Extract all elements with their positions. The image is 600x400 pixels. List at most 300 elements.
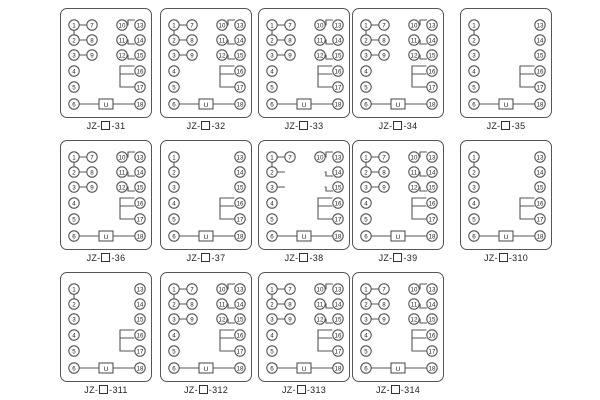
terminal-5	[361, 214, 371, 224]
svg-text:15: 15	[334, 52, 342, 60]
svg-text:13: 13	[334, 154, 342, 162]
svg-text:18: 18	[136, 233, 144, 241]
svg-text:15: 15	[236, 316, 244, 324]
caption-square-icon	[299, 253, 308, 262]
svg-text:17: 17	[536, 84, 544, 92]
terminal-3	[267, 314, 277, 324]
terminal-11	[409, 299, 419, 309]
terminal-7	[87, 20, 97, 30]
terminal-5	[69, 346, 79, 356]
svg-text:17: 17	[428, 216, 436, 224]
wiring-panel-jz-311	[60, 272, 152, 382]
svg-text:6: 6	[172, 233, 176, 241]
caption-suffix: -313	[306, 385, 327, 395]
terminal-16	[427, 198, 437, 208]
svg-text:12: 12	[218, 52, 226, 60]
svg-text:1: 1	[472, 154, 476, 162]
terminal-12	[117, 182, 127, 192]
svg-text:5: 5	[72, 348, 76, 356]
terminal-13	[135, 152, 145, 162]
terminal-1	[361, 284, 371, 294]
terminal-17	[135, 214, 145, 224]
terminal-3	[169, 314, 179, 324]
terminal-13	[135, 20, 145, 30]
svg-text:8: 8	[382, 301, 386, 309]
terminal-12	[217, 50, 227, 60]
svg-text:10: 10	[410, 286, 418, 294]
svg-text:6: 6	[72, 365, 76, 373]
svg-text:11: 11	[316, 301, 324, 309]
terminal-10	[117, 152, 127, 162]
svg-text:18: 18	[136, 101, 144, 109]
terminal-12	[117, 50, 127, 60]
terminal-17	[235, 346, 245, 356]
svg-text:6: 6	[72, 101, 76, 109]
svg-text:5: 5	[172, 348, 176, 356]
terminal-14	[235, 167, 245, 177]
terminal-15	[333, 182, 343, 192]
caption-prefix: JZ-	[186, 253, 201, 263]
svg-text:5: 5	[72, 216, 76, 224]
svg-text:1: 1	[72, 22, 76, 30]
svg-text:4: 4	[472, 68, 476, 76]
terminal-6	[469, 99, 479, 109]
coil-label: U	[103, 101, 109, 109]
terminal-18	[535, 99, 545, 109]
svg-text:11: 11	[316, 37, 324, 45]
svg-text:13: 13	[136, 22, 144, 30]
diagram-cell-jz-37	[160, 140, 252, 263]
svg-text:17: 17	[334, 84, 342, 92]
svg-text:16: 16	[236, 332, 244, 340]
svg-text:7: 7	[288, 22, 292, 30]
svg-text:12: 12	[410, 316, 418, 324]
terminal-5	[169, 346, 179, 356]
coil-label: U	[301, 233, 307, 241]
svg-text:14: 14	[236, 169, 244, 177]
svg-text:3: 3	[364, 52, 368, 60]
terminal-2	[361, 35, 371, 45]
svg-text:10: 10	[218, 286, 226, 294]
terminal-18	[427, 231, 437, 241]
svg-text:15: 15	[334, 316, 342, 324]
terminal-5	[267, 346, 277, 356]
svg-text:13: 13	[334, 286, 342, 294]
svg-text:4: 4	[472, 200, 476, 208]
svg-text:14: 14	[536, 37, 544, 45]
terminal-16	[427, 66, 437, 76]
caption-prefix: JZ-	[281, 385, 296, 395]
svg-text:14: 14	[428, 37, 436, 45]
svg-text:16: 16	[536, 200, 544, 208]
terminal-14	[535, 167, 545, 177]
terminal-10	[117, 20, 127, 30]
caption-prefix: JZ-	[284, 121, 299, 131]
diagram-caption-jz-31	[60, 121, 152, 131]
terminal-1	[267, 284, 277, 294]
terminal-10	[315, 152, 325, 162]
terminal-15	[535, 50, 545, 60]
terminal-1	[169, 20, 179, 30]
svg-text:1: 1	[270, 22, 274, 30]
wiring-panel-jz-37	[160, 140, 252, 250]
terminal-4	[69, 330, 79, 340]
coil-label: U	[503, 101, 509, 109]
caption-prefix: JZ-	[483, 253, 498, 263]
caption-square-icon	[299, 121, 308, 130]
terminal-6	[361, 231, 371, 241]
terminal-11	[315, 299, 325, 309]
wiring-panel-jz-33	[258, 8, 350, 118]
svg-text:14: 14	[334, 301, 342, 309]
svg-text:13: 13	[536, 154, 544, 162]
diagram-caption-jz-314	[352, 385, 444, 395]
svg-text:3: 3	[364, 184, 368, 192]
terminal-14	[333, 167, 343, 177]
svg-text:6: 6	[270, 365, 274, 373]
svg-text:2: 2	[472, 37, 476, 45]
terminal-16	[235, 198, 245, 208]
terminal-2	[69, 35, 79, 45]
terminal-9	[87, 50, 97, 60]
svg-text:13: 13	[428, 286, 436, 294]
terminal-6	[267, 231, 277, 241]
caption-prefix: JZ-	[284, 253, 299, 263]
caption-prefix: JZ-	[86, 121, 101, 131]
svg-text:8: 8	[382, 37, 386, 45]
svg-text:8: 8	[90, 169, 94, 177]
svg-text:18: 18	[536, 233, 544, 241]
terminal-15	[535, 182, 545, 192]
svg-text:4: 4	[172, 68, 176, 76]
svg-text:5: 5	[72, 84, 76, 92]
wiring-panel-jz-39	[352, 140, 444, 250]
diagram-cell-jz-35	[460, 8, 552, 131]
svg-text:17: 17	[428, 84, 436, 92]
terminal-6	[69, 99, 79, 109]
terminal-4	[361, 198, 371, 208]
terminal-2	[169, 299, 179, 309]
terminal-13	[333, 152, 343, 162]
diagram-cell-jz-36	[60, 140, 152, 263]
terminal-5	[169, 214, 179, 224]
diagram-cell-jz-313	[258, 272, 350, 395]
terminal-7	[285, 152, 295, 162]
svg-text:11: 11	[218, 37, 226, 45]
terminal-12	[409, 314, 419, 324]
svg-text:2: 2	[72, 301, 76, 309]
svg-text:18: 18	[428, 101, 436, 109]
terminal-12	[409, 50, 419, 60]
terminal-1	[361, 20, 371, 30]
svg-text:18: 18	[536, 101, 544, 109]
caption-square-icon	[393, 121, 402, 130]
terminal-17	[333, 346, 343, 356]
terminal-5	[469, 214, 479, 224]
svg-text:13: 13	[428, 22, 436, 30]
terminal-16	[333, 330, 343, 340]
terminal-3	[69, 50, 79, 60]
svg-text:10: 10	[316, 286, 324, 294]
terminal-4	[169, 330, 179, 340]
terminal-16	[535, 198, 545, 208]
diagram-cell-jz-314	[352, 272, 444, 395]
svg-text:15: 15	[236, 52, 244, 60]
terminal-17	[135, 82, 145, 92]
terminal-1	[169, 284, 179, 294]
svg-text:8: 8	[90, 37, 94, 45]
caption-prefix: JZ-	[186, 121, 201, 131]
terminal-2	[169, 35, 179, 45]
svg-text:3: 3	[172, 316, 176, 324]
svg-text:13: 13	[428, 154, 436, 162]
svg-text:1: 1	[72, 154, 76, 162]
terminal-17	[535, 82, 545, 92]
svg-text:2: 2	[172, 169, 176, 177]
terminal-16	[235, 66, 245, 76]
terminal-6	[169, 231, 179, 241]
terminal-9	[379, 314, 389, 324]
svg-text:18: 18	[428, 365, 436, 373]
terminal-18	[535, 231, 545, 241]
svg-text:17: 17	[236, 216, 244, 224]
terminal-15	[235, 50, 245, 60]
svg-text:17: 17	[334, 348, 342, 356]
svg-text:7: 7	[382, 286, 386, 294]
terminal-18	[333, 99, 343, 109]
terminal-4	[267, 66, 277, 76]
caption-suffix: -31	[111, 121, 126, 131]
svg-text:14: 14	[136, 169, 144, 177]
terminal-13	[235, 20, 245, 30]
terminal-5	[267, 214, 277, 224]
svg-text:13: 13	[136, 286, 144, 294]
terminal-14	[235, 299, 245, 309]
terminal-4	[469, 66, 479, 76]
terminal-13	[235, 152, 245, 162]
diagram-caption-jz-34	[352, 121, 444, 131]
svg-text:15: 15	[428, 52, 436, 60]
terminal-5	[169, 82, 179, 92]
terminal-9	[379, 50, 389, 60]
terminal-16	[333, 66, 343, 76]
terminal-7	[187, 284, 197, 294]
terminal-7	[379, 284, 389, 294]
svg-text:4: 4	[270, 68, 274, 76]
terminal-5	[469, 82, 479, 92]
terminal-8	[87, 35, 97, 45]
svg-text:5: 5	[172, 84, 176, 92]
svg-text:1: 1	[472, 22, 476, 30]
svg-text:3: 3	[472, 52, 476, 60]
terminal-3	[169, 182, 179, 192]
svg-text:15: 15	[136, 52, 144, 60]
svg-text:11: 11	[410, 169, 418, 177]
svg-text:17: 17	[536, 216, 544, 224]
terminal-15	[427, 50, 437, 60]
svg-text:17: 17	[136, 84, 144, 92]
terminal-10	[409, 284, 419, 294]
svg-text:5: 5	[270, 84, 274, 92]
svg-text:14: 14	[136, 301, 144, 309]
caption-suffix: -311	[109, 385, 128, 395]
terminal-2	[169, 167, 179, 177]
svg-text:3: 3	[270, 184, 274, 192]
svg-text:5: 5	[172, 216, 176, 224]
svg-text:10: 10	[410, 22, 418, 30]
terminal-4	[169, 66, 179, 76]
terminal-18	[235, 231, 245, 241]
svg-text:13: 13	[136, 154, 144, 162]
diagram-caption-jz-32	[160, 121, 252, 131]
terminal-5	[361, 82, 371, 92]
terminal-11	[117, 35, 127, 45]
terminal-13	[135, 284, 145, 294]
diagram-cell-jz-310	[460, 140, 552, 263]
terminal-1	[469, 20, 479, 30]
terminal-13	[427, 284, 437, 294]
svg-text:10: 10	[316, 22, 324, 30]
svg-text:1: 1	[270, 286, 274, 294]
svg-text:14: 14	[428, 169, 436, 177]
terminal-10	[409, 20, 419, 30]
terminal-18	[333, 231, 343, 241]
caption-suffix: -32	[211, 121, 226, 131]
svg-text:17: 17	[136, 348, 144, 356]
svg-text:13: 13	[236, 22, 244, 30]
caption-square-icon	[391, 385, 400, 394]
svg-text:12: 12	[410, 52, 418, 60]
terminal-4	[267, 330, 277, 340]
svg-text:18: 18	[136, 365, 144, 373]
svg-text:18: 18	[334, 233, 342, 241]
svg-text:9: 9	[288, 52, 292, 60]
svg-text:9: 9	[90, 184, 94, 192]
terminal-5	[361, 346, 371, 356]
terminal-18	[333, 363, 343, 373]
svg-text:8: 8	[190, 301, 194, 309]
terminal-13	[333, 284, 343, 294]
terminal-17	[535, 214, 545, 224]
caption-square-icon	[393, 253, 402, 262]
diagram-caption-jz-311	[60, 385, 152, 395]
svg-text:9: 9	[288, 316, 292, 324]
svg-text:8: 8	[190, 37, 194, 45]
svg-text:9: 9	[90, 52, 94, 60]
terminal-4	[361, 66, 371, 76]
terminal-2	[469, 167, 479, 177]
terminal-10	[315, 284, 325, 294]
svg-text:9: 9	[190, 52, 194, 60]
svg-text:17: 17	[428, 348, 436, 356]
terminal-6	[267, 99, 277, 109]
svg-text:2: 2	[72, 37, 76, 45]
svg-text:12: 12	[118, 184, 126, 192]
svg-text:6: 6	[472, 101, 476, 109]
wiring-panel-jz-312	[160, 272, 252, 382]
diagram-cell-jz-38	[258, 140, 350, 263]
svg-text:15: 15	[136, 316, 144, 324]
svg-text:2: 2	[270, 301, 274, 309]
svg-text:16: 16	[136, 332, 144, 340]
terminal-2	[267, 167, 277, 177]
svg-text:1: 1	[364, 22, 368, 30]
svg-text:13: 13	[236, 154, 244, 162]
svg-text:14: 14	[334, 169, 342, 177]
svg-text:10: 10	[118, 154, 126, 162]
svg-text:17: 17	[136, 216, 144, 224]
terminal-4	[169, 198, 179, 208]
terminal-1	[361, 152, 371, 162]
svg-text:1: 1	[172, 286, 176, 294]
svg-text:6: 6	[72, 233, 76, 241]
svg-text:10: 10	[118, 22, 126, 30]
terminal-8	[187, 35, 197, 45]
svg-text:11: 11	[410, 37, 418, 45]
terminal-16	[135, 198, 145, 208]
terminal-15	[333, 314, 343, 324]
terminal-18	[235, 99, 245, 109]
terminal-4	[69, 198, 79, 208]
terminal-11	[217, 299, 227, 309]
svg-text:3: 3	[270, 316, 274, 324]
terminal-17	[427, 346, 437, 356]
terminal-1	[267, 20, 277, 30]
caption-prefix: JZ-	[84, 385, 99, 395]
svg-text:18: 18	[334, 365, 342, 373]
svg-text:6: 6	[172, 101, 176, 109]
wiring-panel-jz-31	[60, 8, 152, 118]
wiring-panel-jz-36	[60, 140, 152, 250]
coil-label: U	[203, 233, 209, 241]
svg-text:15: 15	[136, 184, 144, 192]
diagram-caption-jz-312	[160, 385, 252, 395]
terminal-18	[235, 363, 245, 373]
diagram-cell-jz-34	[352, 8, 444, 131]
svg-text:15: 15	[428, 184, 436, 192]
diagram-caption-jz-35	[460, 121, 552, 131]
terminal-2	[69, 299, 79, 309]
terminal-3	[469, 50, 479, 60]
terminal-1	[69, 20, 79, 30]
terminal-14	[235, 35, 245, 45]
terminal-16	[235, 330, 245, 340]
terminal-9	[285, 314, 295, 324]
terminal-7	[285, 284, 295, 294]
terminal-3	[169, 50, 179, 60]
svg-text:3: 3	[72, 316, 76, 324]
coil-label: U	[301, 101, 307, 109]
coil-label: U	[103, 365, 109, 373]
svg-text:15: 15	[236, 184, 244, 192]
terminal-1	[469, 152, 479, 162]
terminal-9	[187, 314, 197, 324]
terminal-14	[427, 35, 437, 45]
terminal-2	[267, 299, 277, 309]
svg-text:7: 7	[190, 22, 194, 30]
terminal-3	[267, 182, 277, 192]
svg-text:2: 2	[472, 169, 476, 177]
svg-text:6: 6	[472, 233, 476, 241]
svg-text:2: 2	[72, 169, 76, 177]
svg-text:3: 3	[72, 52, 76, 60]
svg-text:14: 14	[236, 37, 244, 45]
terminal-16	[135, 330, 145, 340]
terminal-13	[427, 20, 437, 30]
svg-text:4: 4	[364, 200, 368, 208]
svg-text:12: 12	[316, 316, 324, 324]
svg-text:18: 18	[236, 101, 244, 109]
